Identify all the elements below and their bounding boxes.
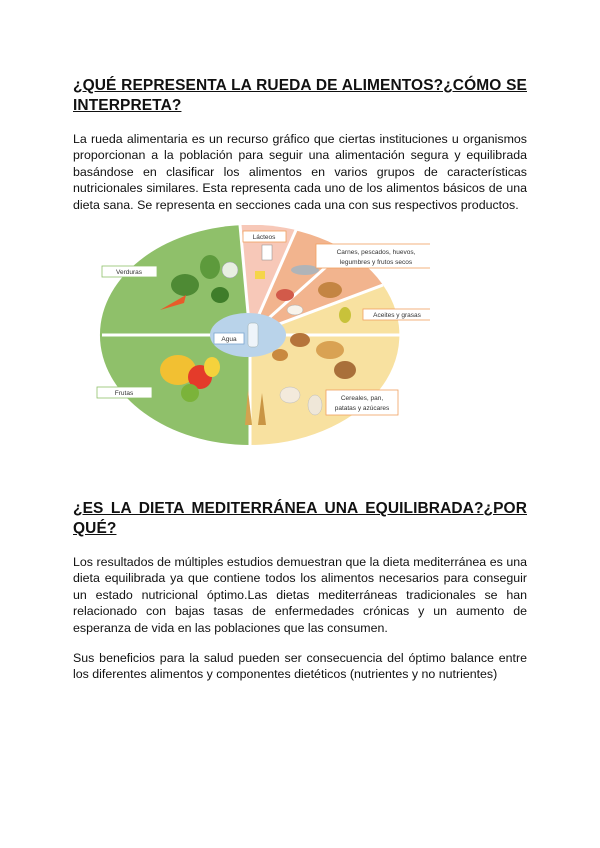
mediterranean-diet-paragraph-2: Sus beneficios para la salud pueden ser consecuencia del óptimo balance entre los diferentes alimentos y componentes dietéticos (nutrientes y no nutrientes) xyxy=(73,651,527,682)
label-verduras xyxy=(102,266,157,277)
svg-text:Frutas: Frutas xyxy=(114,390,134,397)
svg-text:Aceites y grasas: Aceites y grasas xyxy=(373,312,421,319)
svg-text:Carnes, pescados, huevos,: Carnes, pescados, huevos, xyxy=(336,249,416,256)
svg-text:Verduras: Verduras xyxy=(115,269,143,276)
svg-text:Agua: Agua xyxy=(221,336,237,343)
svg-text:Cereales, pan,: Cereales, pan, xyxy=(340,395,384,402)
label-aceites xyxy=(363,309,430,320)
svg-text:legumbres y frutos secos: legumbres y frutos secos xyxy=(339,259,413,266)
food-wheel-paragraph: La rueda alimentaria es un recurso gráfico que ciertas instituciones u organismos proporcionan a la población para seguir una alimentación segura y equilibrada basándose en clasificar los alimentos en varios grupos de características nutricionales similares. Esta representa cada uno de los alimentos básicos de una dieta sana. Se representa en secciones cada una con sus respectivos productos. xyxy=(73,132,527,212)
water-bottle-icon xyxy=(248,323,258,347)
food-wheel-illustration xyxy=(90,225,430,445)
label-lacteos xyxy=(243,231,286,242)
label-frutas xyxy=(97,387,152,398)
label-agua xyxy=(214,333,244,344)
label-cereales xyxy=(326,390,398,415)
svg-text:Lácteos: Lácteos xyxy=(252,234,276,241)
section-heading-mediterranean-diet: ¿ES LA DIETA MEDITERRÁNEA UNA EQUILIBRADA?¿POR QUÉ? xyxy=(73,500,527,537)
section-heading-food-wheel: ¿QUÉ REPRESENTA LA RUEDA DE ALIMENTOS?¿CÓMO SE INTERPRETA? xyxy=(73,77,527,114)
mediterranean-diet-paragraph-1: Los resultados de múltiples estudios demuestran que la dieta mediterránea es una dieta equilibrada ya que contiene todos los alimentos necesarios para conseguir un estado nutricional óptimo.Las dietas mediterráneas tradicionales se han relacionado con bajas tasas de enfermedades crónicas y un aumento de esperanza de vida en las poblaciones que las consumen. xyxy=(73,555,527,635)
label-carnes xyxy=(316,244,430,268)
svg-text:patatas y azúcares: patatas y azúcares xyxy=(334,405,390,412)
